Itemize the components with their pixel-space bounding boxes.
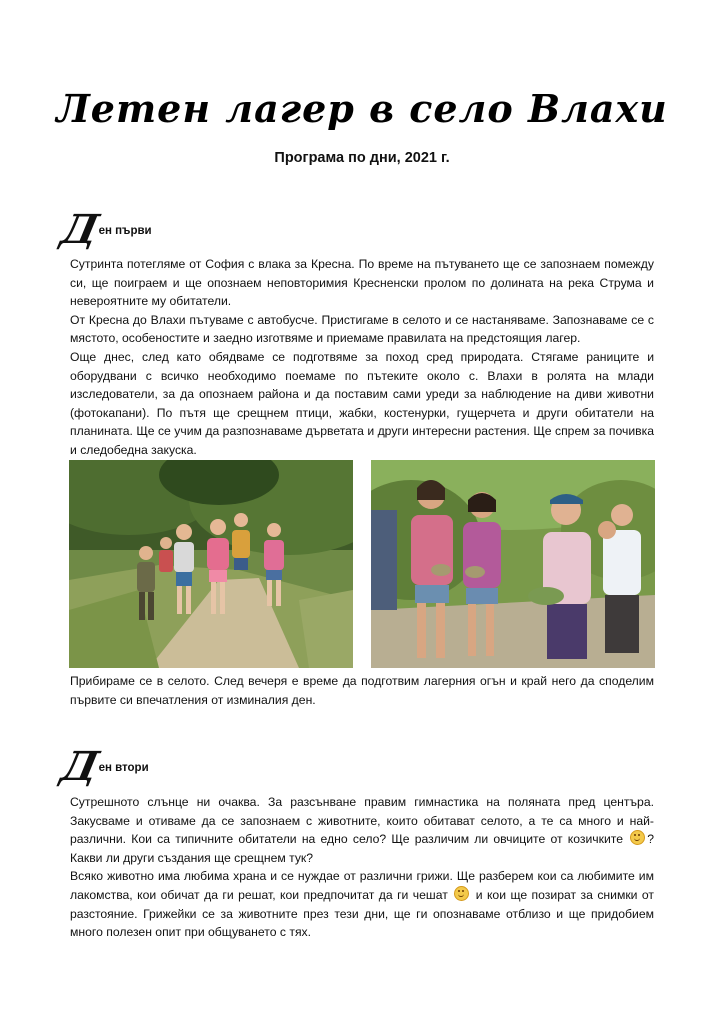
day2-heading-initial: Д: [57, 743, 103, 790]
day1-paragraph-2: От Кресна до Влахи пътуваме с автобусче. Пристигаме в селото и се настаняваме. Запознаваме се с мястото, особеностите и заедно изготвяме и приемаме правилата на предстоящия лагер.: [70, 312, 654, 346]
day2-paragraph-1-part-a: Сутрешното слънце ни очаква. За разсънване правим гимнастика на поляната пред центъра. Закусваме и отиваме да се запознаем с животните, които обитават селото, а те са много и най-различни. Кои са типичните обитатели на едно село? Ще различим ли овчиците от козичките: [70, 795, 654, 847]
day1-evening-paragraph: Прибираме се в селото. След вечеря е време да подготвим лагерния огън и край него да споделим първите си впечатления от изминалия ден.: [70, 674, 654, 707]
smiley-icon: [454, 886, 469, 901]
day2-heading-text: ен втори: [98, 762, 149, 774]
day2-paragraph-2: [70, 867, 654, 941]
tortoises-photo-image: [371, 460, 655, 668]
day2-paragraph-2-part-a: Всяко животно има любима храна и се нуждае от различни грижи. Ще разберем кои са любимите им лакомства, кои обичат да ги решат, кои предпочитат да ги чешат: [70, 869, 654, 902]
day2-heading: [57, 741, 149, 790]
photo-children-with-tortoises: [371, 460, 655, 668]
day1-heading: [57, 204, 152, 253]
day1-paragraph-3: Още днес, след като обядваме се подготвяме за поход сред природата. Стягаме раниците и оборудвани с всичко необходимо поемаме по пътеките около с. Влахи в ролята на млади изследователи, за да опознаем района и да поставим сами уреди за наблюдение на диви животни (фотокапани). По пътя ще срещнем птици, жабки, костенурки, гущерчета и други обитатели на планината. Ще се учим да разпознаваме дърветата и други интересни растения. Ще спрем за почивка и следобедна закуска.: [70, 349, 654, 457]
day1-heading-text: ен първи: [98, 225, 152, 237]
hiking-photo-image: [69, 460, 353, 668]
day1-evening-text: [70, 672, 654, 709]
photo-children-hiking: [69, 460, 353, 668]
day1-text: [70, 255, 654, 460]
day2-paragraph-2-part-b: и кои ще позират за снимки от разстояние. Грижейки се за животните през тези дни, ще ги опознаваме отблизо и ще придобием много полезен опит при общуването с тях.: [70, 887, 655, 940]
day2-paragraph-1-part-b: ? Какви ли други създания ще срещнем тук?: [70, 832, 654, 865]
day1-heading-initial: Д: [57, 206, 103, 253]
day2-text: [70, 793, 654, 942]
page-title: Летен лагер в село Влахи: [56, 86, 668, 131]
day2-paragraph-1: [70, 793, 654, 867]
smiley-icon: [630, 830, 645, 845]
page-subtitle: Програма по дни, 2021 г.: [274, 150, 450, 166]
day1-paragraph-1: Сутринта потегляме от София с влака за Кресна. По време на пътуването ще се запознаем помежду си, ще поиграем и ще опознаем неповторимия Кресненски пролом по долината на река Струма и невероятните му обитатели.: [70, 257, 654, 309]
